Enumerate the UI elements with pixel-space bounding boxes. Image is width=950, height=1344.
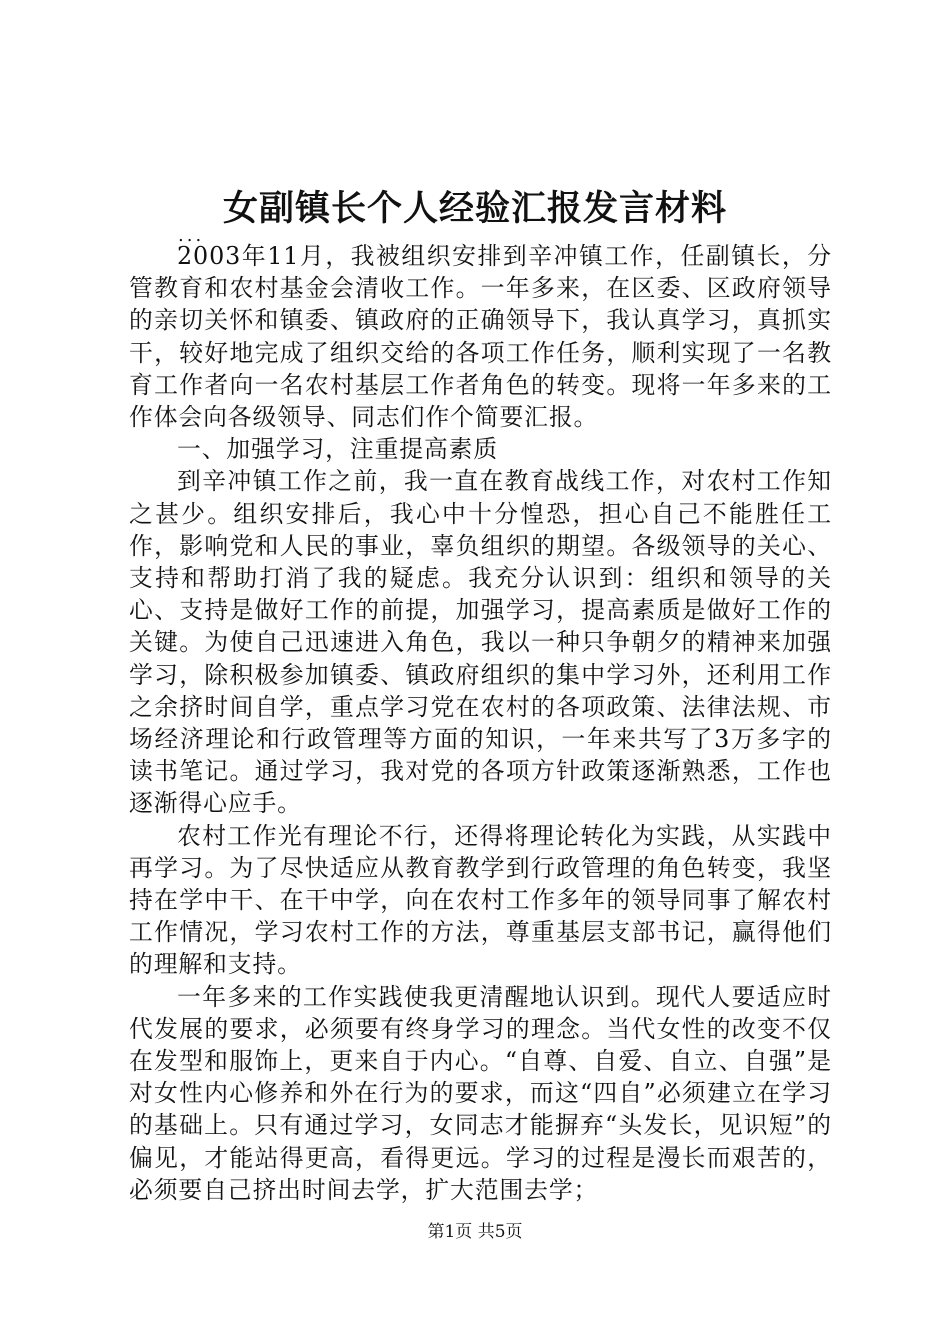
ellipsis-marker: ... — [178, 225, 205, 246]
document-body — [129, 240, 832, 1206]
body-paragraph: 农村工作光有理论不行，还得将理论转化为实践，从实践中再学习。为了尽快适应从教育教学到行政管理的角色转变，我坚持在学中干、在干中学，向在农村工作多年的领导同事了解农村工作情况，学习农村工作的方法，尊重基层支部书记，赢得他们的理解和支持。 — [129, 821, 832, 979]
document-title: 女副镇长个人经验汇报发言材料 — [222, 188, 727, 229]
section-heading: 一、加强学习，注重提高素质 — [177, 435, 499, 464]
body-paragraph: 到辛冲镇工作之前，我一直在教育战线工作，对农村工作知之甚少。组织安排后，我心中十分惶恐，担心自己不能胜任工作，影响党和人民的事业，辜负组织的期望。各级领导的关心、支持和帮助打消了我的疑虑。我充分认识到：组织和领导的关心、支持是做好工作的前提，加强学习，提高素质是做好工作的关键。为使自己迅速进入角色，我以一种只争朝夕的精神来加强学习，除积极参加镇委、镇政府组织的集中学习外，还利用工作之余挤时间自学，重点学习党在农村的各项政策、法律法规、市场经济理论和行政管理等方面的知识，一年来共写了3万多字的读书笔记。通过学习，我对党的各项方针政策逐渐熟悉，工作也逐渐得心应手。 — [129, 467, 832, 818]
page-footer: 第1页 共5页 — [427, 1222, 523, 1242]
intro-paragraph: 2003年11月，我被组织安排到辛冲镇工作，任副镇长，分管教育和农村基金会清收工作。一年多来，在区委、区政府领导的亲切关怀和镇委、镇政府的正确领导下，我认真学习，真抓实干，较好地完成了组织交给的各项工作任务，顺利实现了一名教育工作者向一名农村基层工作者角色的转变。现将一年多来的工作体会向各级领导、同志们作个简要汇报。 — [129, 242, 832, 432]
body-paragraph: 一年多来的工作实践使我更清醒地认识到。现代人要适应时代发展的要求，必须要有终身学习的理念。当代女性的改变不仅在发型和服饰上，更来自于内心。“自尊、自爱、自立、自强”是对女性内心修养和外在行为的要求，而这“四自”必须建立在学习的基础上。只有通过学习，女同志才能摒弃“头发长，见识短”的偏见，才能站得更高，看得更远。学习的过程是漫长而艰苦的，必须要自己挤出时间去学，扩大范围去学； — [129, 982, 832, 1204]
